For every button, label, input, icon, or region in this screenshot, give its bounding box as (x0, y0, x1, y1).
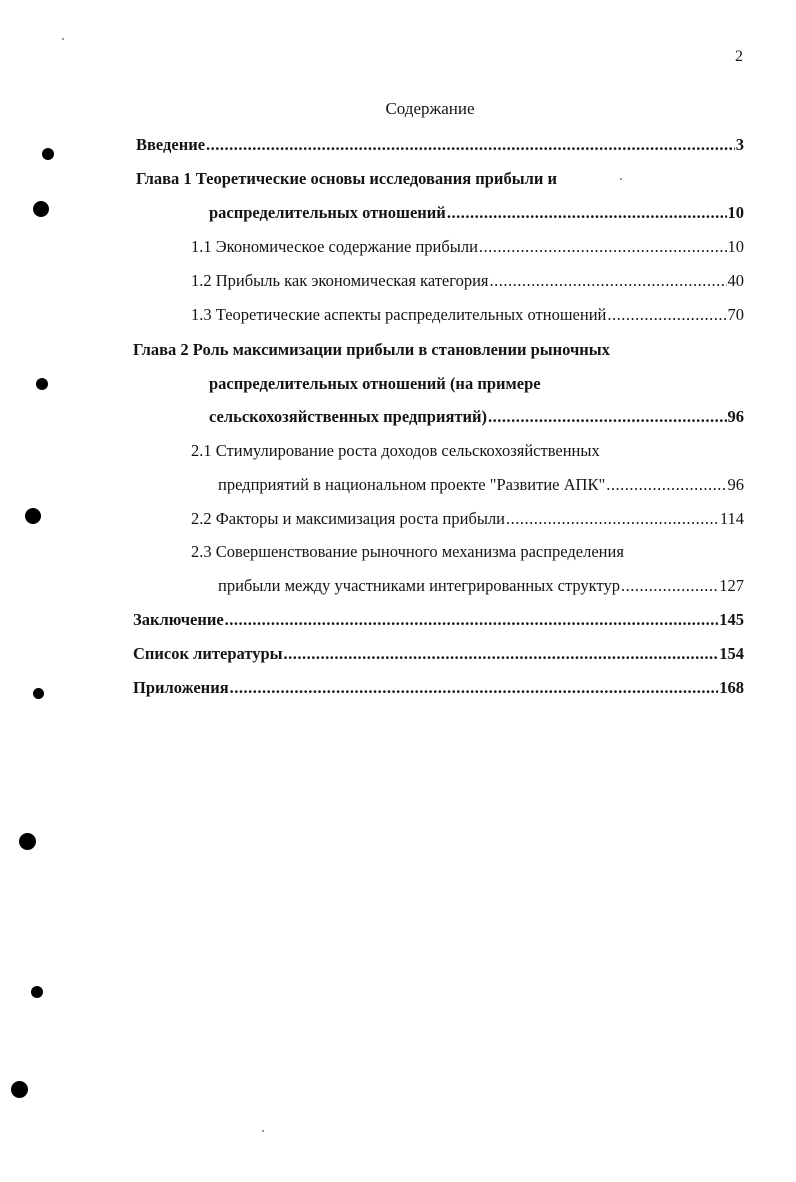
toc-section-1-3 (191, 303, 744, 327)
toc-chapter2-line1: Глава 2 Роль максимизации прибыли в становлении рыночных (133, 340, 610, 359)
toc-entry-conclusion (133, 608, 744, 632)
punch-hole (25, 508, 41, 524)
toc-entry-text: сельскохозяйственных предприятий) (209, 407, 488, 426)
punch-hole (19, 833, 36, 850)
dot-leader (490, 269, 727, 293)
toc-entry-text: распределительных отношений (209, 203, 446, 222)
dot-leader (621, 574, 718, 598)
toc-entry-text: 1.1 Экономическое содержание прибыли (191, 237, 478, 256)
toc-entry-page: 145 (719, 610, 744, 629)
toc-entry-page: 154 (719, 644, 744, 663)
punch-hole (31, 986, 43, 998)
toc-entry-page: 3 (735, 135, 744, 154)
toc-entry-page: 40 (727, 271, 744, 290)
toc-section-1-1 (191, 235, 744, 259)
punch-hole (36, 378, 48, 390)
dot-leader (447, 201, 727, 225)
dot-leader (230, 676, 719, 700)
page-number: 2 (735, 48, 743, 65)
toc-entry-text: 2.2 Факторы и максимизация роста прибыли (191, 509, 506, 528)
dot-leader (284, 642, 719, 666)
dot-leader (225, 608, 719, 632)
toc-section-1-2 (191, 269, 744, 293)
toc-section-2-3-line1: 2.3 Совершенствование рыночного механизма распределения (191, 542, 624, 561)
toc-entry-intro (136, 133, 744, 157)
punch-hole (11, 1081, 28, 1098)
dot-leader (607, 303, 726, 327)
toc-entry-appendix (133, 676, 744, 700)
toc-chapter2-line3 (209, 405, 744, 429)
toc-entry-text: Приложения (133, 678, 229, 697)
dot-leader (488, 405, 726, 429)
dot-leader (606, 473, 726, 497)
scan-speck (620, 178, 622, 180)
scan-speck (262, 1130, 264, 1132)
toc-entry-text: Введение (136, 135, 206, 154)
dot-leader (479, 235, 727, 259)
toc-entry-page: 70 (727, 305, 744, 324)
toc-section-2-1-line2 (218, 473, 744, 497)
toc-entry-text: прибыли между участниками интегрированных структур (218, 576, 620, 595)
toc-chapter1-line1: Глава 1 Теоретические основы исследования прибыли и (136, 169, 557, 188)
toc-chapter2-line2: распределительных отношений (на примере (209, 374, 541, 393)
toc-section-2-1-line1: 2.1 Стимулирование роста доходов сельскохозяйственных (191, 441, 600, 460)
punch-hole (42, 148, 54, 160)
toc-entry-page: 114 (719, 509, 744, 528)
toc-entry-page: 96 (727, 475, 744, 494)
toc-entry-text: предприятий в национальном проекте "Развитие АПК" (218, 475, 606, 494)
toc-entry-page: 10 (727, 237, 744, 256)
toc-section-2-2 (191, 507, 744, 531)
scan-speck (62, 38, 64, 40)
punch-hole (33, 688, 44, 699)
toc-entry-page: 10 (727, 203, 744, 222)
toc-section-2-3-line2 (218, 574, 744, 598)
toc-entry-page: 96 (727, 407, 744, 426)
toc-entry-page: 127 (719, 576, 744, 595)
toc-entry-text: 1.2 Прибыль как экономическая категория (191, 271, 489, 290)
toc-title: Содержание (385, 99, 475, 118)
toc-entry-text: Список литературы (133, 644, 283, 663)
toc-entry-text: 1.3 Теоретические аспекты распределительных отношений (191, 305, 607, 324)
toc-entry-text: Заключение (133, 610, 224, 629)
toc-entry-page: 168 (719, 678, 744, 697)
dot-leader (506, 507, 719, 531)
dot-leader (206, 133, 735, 157)
toc-chapter1-line2 (209, 201, 744, 225)
toc-entry-bibliography (133, 642, 744, 666)
punch-hole (33, 201, 49, 217)
